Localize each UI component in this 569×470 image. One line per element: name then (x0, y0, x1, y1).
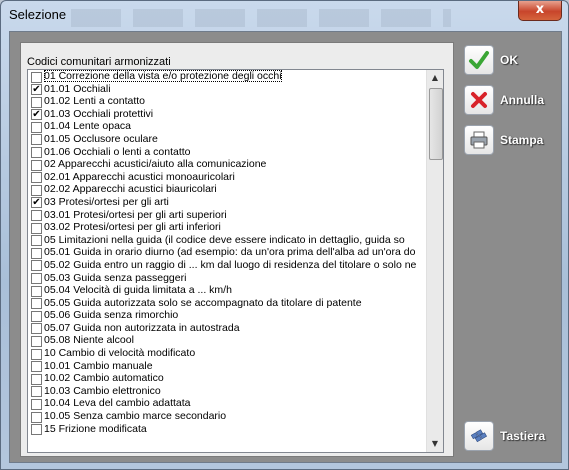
checklist-item-label: 10.04 Leva del cambio adattata (44, 397, 191, 410)
checklist-item[interactable] (28, 360, 426, 373)
checkbox[interactable] (31, 273, 42, 284)
red-x-icon (464, 85, 494, 115)
checkbox[interactable] (31, 399, 42, 410)
checkbox[interactable] (31, 386, 42, 397)
checkbox[interactable] (31, 223, 42, 234)
checklist-item[interactable] (28, 108, 426, 121)
checklist-item[interactable] (28, 297, 426, 310)
checklist-item[interactable] (28, 83, 426, 96)
window-title: Selezione (9, 7, 67, 22)
group-label: Codici comunitari armonizzati (27, 56, 171, 68)
dialog-client-area (9, 31, 562, 463)
print-button-label: Stampa (500, 133, 544, 147)
print-button[interactable] (464, 124, 558, 156)
checklist-item-label: 05.01 Guida in orario diurno (ad esempio: da un'ora prima dell'alba ad un'ora do (44, 246, 416, 259)
background-window-ghost (71, 9, 451, 27)
checklist-item-label: 15 Frizione modificata (44, 422, 147, 435)
scroll-up-arrow-icon[interactable]: ▲ (431, 73, 439, 82)
checklist-item[interactable] (28, 423, 426, 436)
checklist-item[interactable] (28, 322, 426, 335)
checkbox[interactable]: ✔ (32, 197, 41, 209)
checklist-item[interactable] (28, 120, 426, 133)
checklist-item-label: 01.06 Occhiali o lenti a contatto (44, 145, 191, 158)
checklist-item[interactable] (28, 246, 426, 259)
checklist-item-label: 05.08 Niente alcool (44, 334, 134, 347)
checklist-item-label: 01.05 Occlusore oculare (44, 132, 158, 145)
checklist-item-label: 05.03 Guida senza passeggeri (44, 271, 187, 284)
checklist-item-label: 01 Correzione della vista e/o protezione degli occhi (44, 70, 282, 82)
checklist-item[interactable] (28, 410, 426, 423)
checklist-item-label: 05.06 Guida senza rimorchio (44, 309, 179, 322)
checklist-item[interactable] (28, 347, 426, 360)
checklist-item[interactable] (28, 334, 426, 347)
checklist-item-label: 03.02 Protesi/ortesi per gli arti inferiori (44, 221, 221, 234)
checkbox[interactable] (31, 424, 42, 435)
checkbox[interactable] (31, 298, 42, 309)
checklist-item-label: 01.02 Lenti a contatto (44, 95, 145, 108)
close-button[interactable]: x (518, 1, 562, 21)
checklist-item-label: 10.02 Cambio automatico (44, 372, 164, 385)
checklist-item-label: 05.05 Guida autorizzata solo se accompagnato da titolare di patente (44, 296, 362, 309)
keyboard-button-label: Tastiera (500, 429, 546, 443)
checkbox[interactable]: ✔ (32, 109, 41, 121)
checklist-item-label: 02.01 Apparecchi acustici monoauricolari (44, 170, 235, 183)
checkbox[interactable] (31, 248, 42, 259)
checklist-item[interactable] (28, 309, 426, 322)
checkbox[interactable] (31, 160, 42, 171)
checkbox[interactable] (31, 260, 42, 271)
checklist-item-label: 03.01 Protesi/ortesi per gli arti superiori (44, 208, 227, 221)
checklist-item-label: 01.04 Lente opaca (44, 120, 131, 133)
checklist-item[interactable] (28, 209, 426, 222)
checkbox[interactable] (31, 147, 42, 158)
checklist-item-label: 10.01 Cambio manuale (44, 359, 153, 372)
checklist-item[interactable] (28, 133, 426, 146)
cancel-button[interactable] (464, 84, 558, 116)
checklist-item-label: 10 Cambio di velocità modificato (44, 347, 196, 360)
checklist-item-label: 05 Limitazioni nella guida (il codice deve essere indicato in dettaglio, guida so (44, 233, 405, 246)
checklist-item[interactable] (28, 221, 426, 234)
checklist-item[interactable] (28, 284, 426, 297)
checkbox[interactable] (31, 97, 42, 108)
checkbox[interactable] (31, 122, 42, 133)
keyboard-icon (464, 421, 494, 451)
checkbox[interactable] (31, 72, 42, 83)
checklist-item[interactable] (28, 158, 426, 171)
scrollbar-thumb[interactable] (429, 88, 443, 160)
cancel-button-label: Annulla (500, 93, 544, 107)
checkbox[interactable] (31, 361, 42, 372)
checklist-item[interactable] (28, 171, 426, 184)
checklist-item[interactable] (28, 397, 426, 410)
checklist-item-label: 10.03 Cambio elettronico (44, 384, 161, 397)
checkbox[interactable] (31, 412, 42, 423)
checkbox[interactable] (31, 374, 42, 385)
checklist-item-label: 01.03 Occhiali protettivi (44, 107, 154, 120)
checklist-item-label: 02 Apparecchi acustici/aiuto alla comunicazione (44, 158, 267, 171)
checklist-item[interactable] (28, 70, 426, 83)
ok-button-label: OK (500, 53, 518, 67)
keyboard-button[interactable] (464, 420, 558, 452)
checkbox[interactable] (31, 323, 42, 334)
checklist-item[interactable] (28, 385, 426, 398)
checkbox[interactable] (31, 336, 42, 347)
checklist-item[interactable] (28, 146, 426, 159)
checklist-item[interactable] (28, 259, 426, 272)
checklist-item[interactable] (28, 272, 426, 285)
checkbox[interactable] (31, 286, 42, 297)
checklist-item-label: 05.07 Guida non autorizzata in autostrada (44, 321, 240, 334)
checkbox[interactable] (31, 210, 42, 221)
checklist-item[interactable] (28, 234, 426, 247)
printer-icon (464, 125, 494, 155)
checklist-item-label: 01.01 Occhiali (44, 82, 111, 95)
checkbox[interactable] (31, 172, 42, 183)
checklist-item[interactable] (28, 372, 426, 385)
ok-button[interactable] (464, 44, 558, 76)
checklist-item-label: 05.04 Velocità di guida limitata a ... km/h (44, 284, 232, 297)
checkbox[interactable] (31, 349, 42, 360)
checkbox[interactable] (31, 311, 42, 322)
codes-panel (20, 42, 454, 457)
checkmark-icon (464, 45, 494, 75)
checklist-item-label: 02.02 Apparecchi acustici biauricolari (44, 183, 217, 196)
codes-checklist[interactable] (27, 69, 444, 453)
checkbox[interactable]: ✔ (32, 84, 41, 96)
checklist-item[interactable] (28, 183, 426, 196)
checklist-item-label: 03 Protesi/ortesi per gli arti (44, 195, 169, 208)
scroll-down-arrow-icon[interactable]: ▼ (431, 439, 439, 448)
checklist-rows (28, 70, 426, 435)
checklist-item-label: 05.02 Guida entro un raggio di ... km dal luogo di residenza del titolare o solo ne (44, 258, 417, 271)
checklist-item[interactable] (28, 95, 426, 108)
checkbox[interactable] (31, 185, 42, 196)
checkbox[interactable] (31, 235, 42, 246)
checklist-item[interactable] (28, 196, 426, 209)
vertical-scrollbar[interactable] (426, 70, 443, 452)
checkbox[interactable] (31, 134, 42, 145)
checklist-item-label: 10.05 Senza cambio marce secondario (44, 410, 227, 423)
